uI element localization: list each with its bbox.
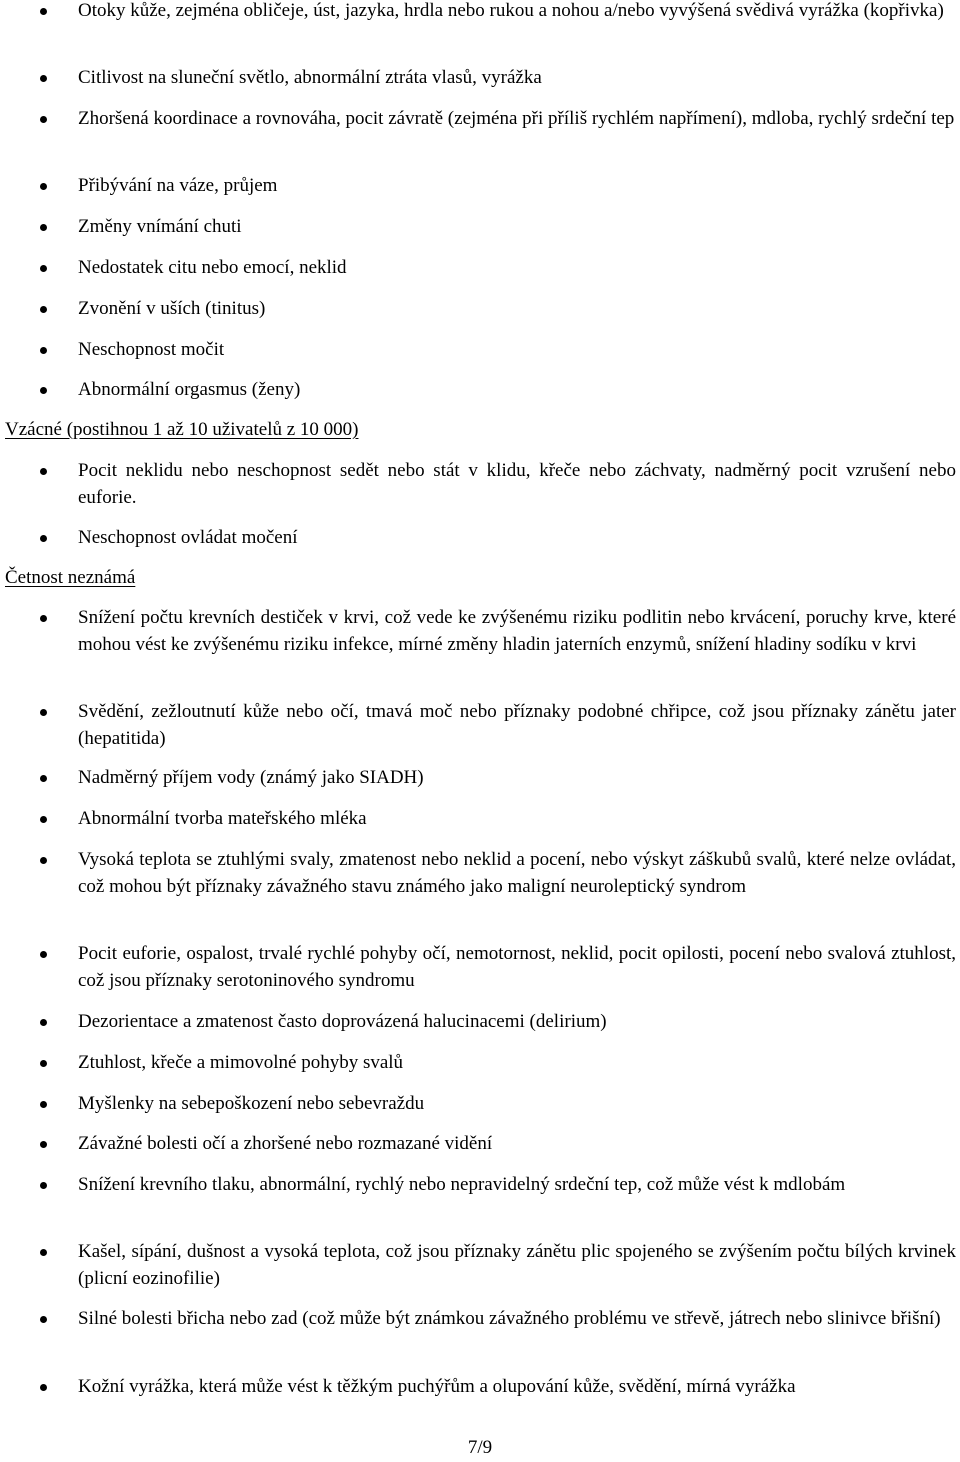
list-item-text: Pocit neklidu nebo neschopnost sedět nebo stát v klidu, křeče nebo záchvaty, nadměrný pocit vzrušení nebo euforie. xyxy=(78,460,956,508)
list-item-text: Silné bolesti břicha nebo zad (což může být známkou závažného problému ve střevě, játrech nebo slinivce břišní) xyxy=(78,1308,941,1329)
list-item xyxy=(78,1239,956,1292)
list-item xyxy=(78,458,956,511)
list-item-text: Pocit euforie, ospalost, trvalé rychlé pohyby očí, nemotornost, neklid, pocit opilosti, pocení nebo svalová ztuhlost, což jsou příznaky serotoninového syndromu xyxy=(78,943,956,991)
list-item-text: Abnormální tvorba mateřského mléka xyxy=(78,808,367,829)
bullet-icon xyxy=(40,535,47,542)
list-item-text: Myšlenky na sebepoškození nebo sebevraždu xyxy=(78,1093,425,1114)
section-heading-unknown: Četnost neznámá xyxy=(5,567,136,588)
bullet-icon xyxy=(40,265,47,272)
list-item xyxy=(78,1131,956,1158)
list-item-text: Citlivost na sluneční světlo, abnormální ztráta vlasů, vyrážka xyxy=(78,67,542,88)
list-item-text: Kašel, sípání, dušnost a vysoká teplota, což jsou příznaky zánětu plic spojeného se zvýšením počtu bílých krvinek (plicní eozinofilie) xyxy=(78,1241,956,1289)
bullet-icon xyxy=(40,1384,47,1391)
bullet-icon xyxy=(40,1019,47,1026)
list-item-text: Závažné bolesti očí a zhoršené nebo rozmazané vidění xyxy=(78,1133,493,1154)
bullet-icon xyxy=(40,615,47,622)
bullet-icon xyxy=(40,116,47,123)
list-item xyxy=(78,605,956,658)
list-item xyxy=(78,65,956,92)
list-item xyxy=(78,173,956,200)
page-number: 7/9 xyxy=(467,1437,493,1458)
list-item-text: Snížení krevního tlaku, abnormální, rychlý nebo nepravidelný srdeční tep, což může vést k mdlobám xyxy=(78,1174,846,1195)
list-item xyxy=(78,106,956,133)
bullet-icon xyxy=(40,1141,47,1148)
list-item-text: Neschopnost ovládat močení xyxy=(78,527,298,548)
list-item-text: Abnormální orgasmus (ženy) xyxy=(78,379,301,400)
list-item xyxy=(78,1374,956,1401)
list-item xyxy=(78,525,956,552)
list-item xyxy=(78,214,956,241)
list-item-text: Nedostatek citu nebo emocí, neklid xyxy=(78,257,347,278)
list-item-text: Svědění, zežloutnutí kůže nebo očí, tmavá moč nebo příznaky podobné chřipce, což jsou příznaky zánětu jater (hepatitida) xyxy=(78,701,956,749)
list-item-text: Ztuhlost, křeče a mimovolné pohyby svalů xyxy=(78,1052,404,1073)
bullet-icon xyxy=(40,387,47,394)
list-item xyxy=(78,1172,956,1199)
bullet-icon xyxy=(40,347,47,354)
bullet-icon xyxy=(40,857,47,864)
bullet-icon xyxy=(40,75,47,82)
list-item-text: Zvonění v uších (tinitus) xyxy=(78,298,266,319)
bullet-icon xyxy=(40,224,47,231)
bullet-icon xyxy=(40,183,47,190)
list-item xyxy=(78,847,956,900)
bullet-icon xyxy=(40,1249,47,1256)
list-item xyxy=(78,337,956,364)
bullet-icon xyxy=(40,1316,47,1323)
list-item xyxy=(78,1306,956,1333)
list-item-text: Otoky kůže, zejména obličeje, úst, jazyka, hrdla nebo rukou a nohou a/nebo vyvýšená svědivá vyrážka (kopřivka) xyxy=(78,0,944,21)
bullet-icon xyxy=(40,709,47,716)
list-item xyxy=(78,1091,956,1118)
bullet-icon xyxy=(40,1101,47,1108)
list-item-text: Kožní vyrážka, která může vést k těžkým puchýřům a olupování kůže, svědění, mírná vyrážka xyxy=(78,1376,796,1397)
list-item-text: Zhoršená koordinace a rovnováha, pocit závratě (zejména při příliš rychlém napřímení), mdloba, rychlý srdeční tep xyxy=(78,108,955,129)
bullet-icon xyxy=(40,8,47,15)
list-item-text: Přibývání na váze, průjem xyxy=(78,175,278,196)
list-item xyxy=(78,0,956,25)
list-item-text: Vysoká teplota se ztuhlými svaly, zmatenost nebo neklid a pocení, nebo výskyt záškubů svalů, které nelze ovládat, což mohou být příznaky závažného stavu známého jako maligní neuroleptický syndrom xyxy=(78,849,956,897)
bullet-icon xyxy=(40,816,47,823)
bullet-icon xyxy=(40,775,47,782)
list-item xyxy=(78,1050,956,1077)
bullet-icon xyxy=(40,468,47,475)
list-item-text: Snížení počtu krevních destiček v krvi, což vede ke zvýšenému riziku podlitin nebo krvácení, poruchy krve, které mohou vést ke zvýšenému riziku infekce, mírné změny hladin jaterních enzymů, snížení hladiny sodíku v krvi xyxy=(78,607,956,655)
section-heading-rare: Vzácné (postihnou 1 až 10 uživatelů z 10 000) xyxy=(5,419,359,440)
list-item-text: Změny vnímání chuti xyxy=(78,216,242,237)
list-item xyxy=(78,765,956,792)
list-item xyxy=(78,806,956,833)
list-item xyxy=(78,1009,956,1036)
list-item xyxy=(78,941,956,994)
list-item-text: Neschopnost močit xyxy=(78,339,225,360)
list-item-text: Nadměrný příjem vody (známý jako SIADH) xyxy=(78,767,424,788)
bullet-icon xyxy=(40,1182,47,1189)
bullet-icon xyxy=(40,1060,47,1067)
list-item xyxy=(78,296,956,323)
list-item xyxy=(78,377,956,404)
list-item xyxy=(78,255,956,282)
list-item-text: Dezorientace a zmatenost často doprovázená halucinacemi (delirium) xyxy=(78,1011,607,1032)
bullet-icon xyxy=(40,306,47,313)
bullet-icon xyxy=(40,951,47,958)
list-item xyxy=(78,699,956,752)
